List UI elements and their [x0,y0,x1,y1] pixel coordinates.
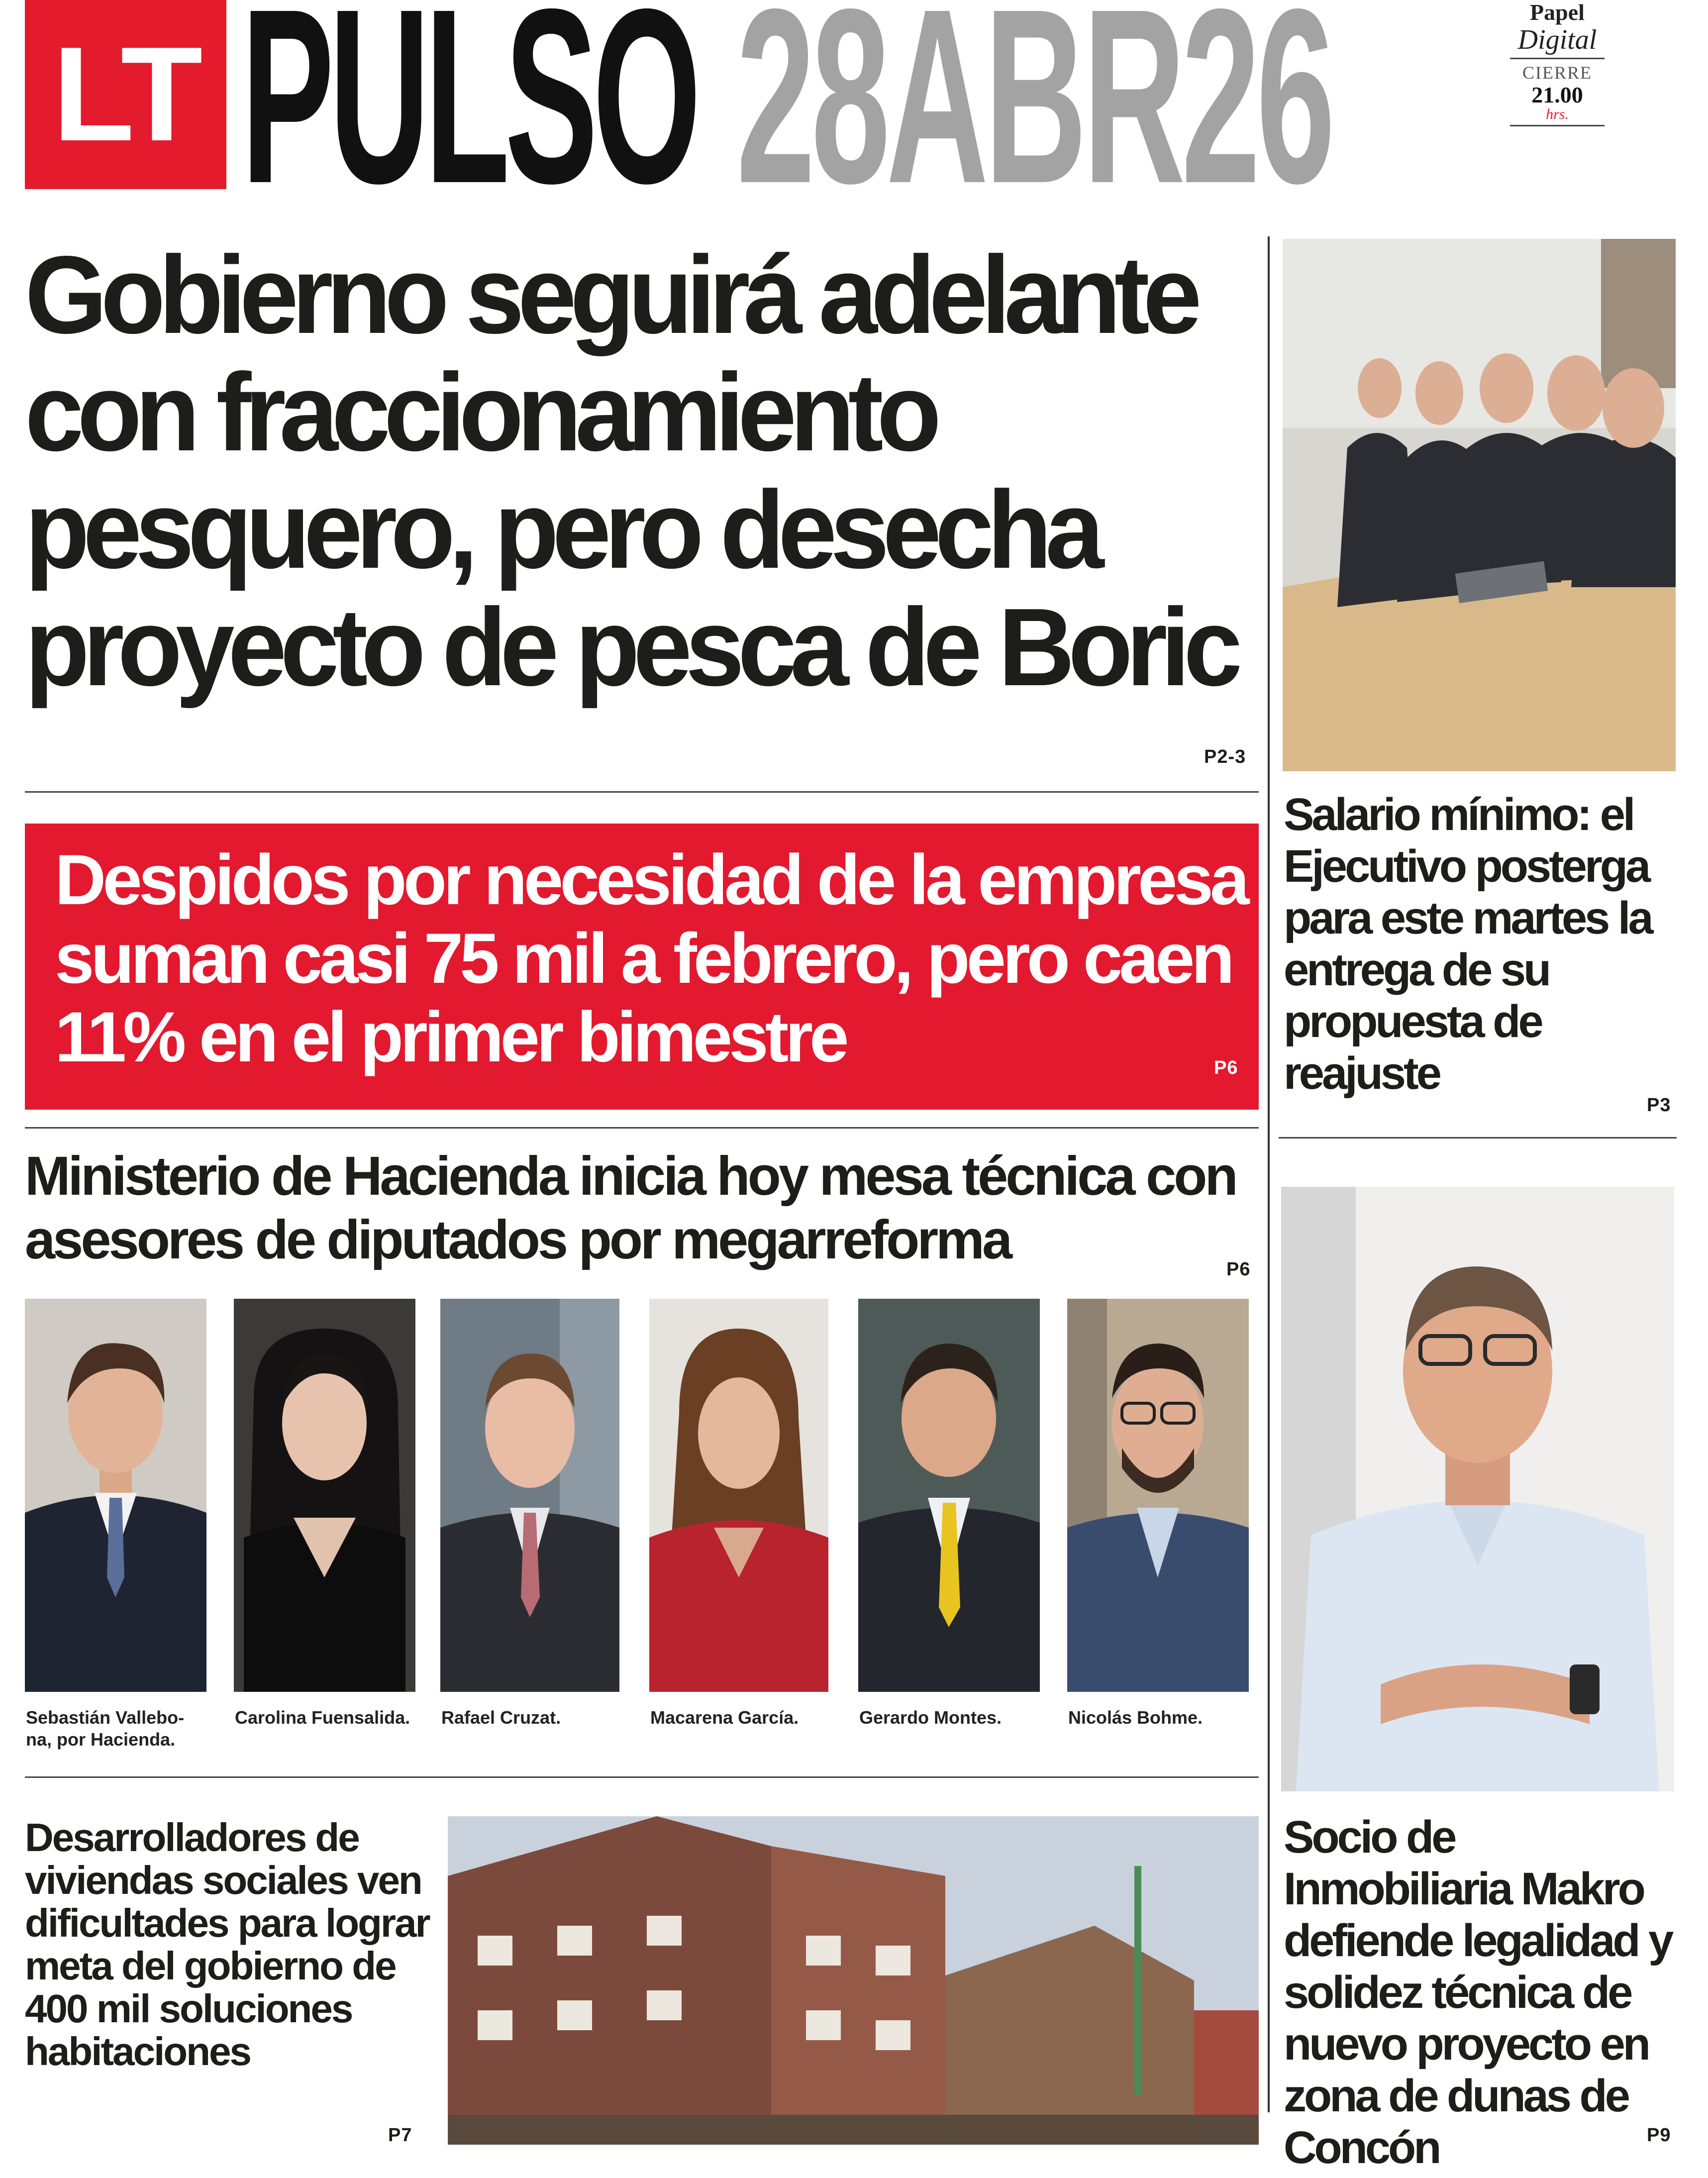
divider-red [25,1127,1259,1129]
caption-fuensalida: Carolina Fuensalida. [235,1707,410,1728]
column-divider [1268,236,1270,2112]
portrait-montes-image [858,1299,1040,1692]
bottom-page-ref: P7 [388,2125,412,2146]
construction-photo-image [448,1816,1259,2145]
makro-partner-photo [1281,1187,1674,1791]
caption-garcia: Macarena García. [650,1707,799,1728]
hacienda-headline[interactable]: Ministerio de Hacienda inicia hoy mesa técnica con asesores de diputados por megarreforma [25,1145,1236,1270]
main-headline[interactable]: Gobierno seguirá adelante con fraccionamiento pesquero, pero desecha proyecto de pesca de Boric [25,233,1236,709]
divider-main [25,791,1259,793]
portrait-montes [858,1299,1040,1692]
portrait-vallebona [25,1299,206,1692]
red-page-ref: P6 [1214,1057,1238,1078]
construction-photo [448,1816,1259,2145]
meeting-photo-image [1283,239,1676,771]
portrait-fuensalida-image [234,1299,415,1692]
badge-time: 21.00 [1531,82,1583,107]
portrait-fuensalida [234,1299,415,1692]
divider-side [1279,1137,1677,1139]
portrait-cruzat [440,1299,619,1692]
caption-cruzat: Rafael Cruzat. [441,1707,561,1728]
section-title: PULSO [241,0,697,235]
badge-papel: Papel [1530,0,1585,25]
side-bottom-headline[interactable]: Socio de Inmobiliaria Makro defiende legalidad y solidez técnica de nuevo proyecto en zona de dunas de Concón [1284,1812,1672,2173]
divider-hacienda [25,1776,1259,1778]
portrait-vallebona-image [25,1299,206,1692]
badge-rule [1510,58,1605,59]
portrait-bohme-image [1067,1299,1249,1692]
meeting-photo [1283,239,1676,771]
makro-partner-photo-image [1281,1187,1674,1791]
badge-rule-bottom [1510,125,1605,126]
logo-text: LT [52,19,199,169]
badge-cierre: CIERRE [1522,63,1592,83]
bottom-headline[interactable]: Desarrolladores de viviendas sociales ven dificultades para lograr meta del gobierno de 400 mil soluciones habitaciones [25,1815,429,2074]
logo [25,0,226,189]
caption-bohme: Nicolás Bohme. [1068,1707,1203,1728]
badge-digital: Digital [1517,24,1597,55]
hacienda-page-ref: P6 [1226,1259,1251,1280]
portrait-cruzat-image [440,1299,619,1692]
badge-hrs: hrs. [1546,106,1569,122]
edition-badge [1510,0,1605,124]
red-headline[interactable]: Despidos por necesidad de la empresa suman casi 75 mil a febrero, pero caen 11% en el primer bimestre [55,840,1246,1077]
edition-date: 28ABR26 [736,0,1331,235]
side-top-headline[interactable]: Salario mínimo: el Ejecutivo posterga para este martes la entrega de su propuesta de reajuste [1284,789,1651,1099]
portrait-bohme [1067,1299,1249,1692]
caption-montes: Gerardo Montes. [859,1707,1002,1728]
caption-vallebona: Sebastián Vallebo- na, por Hacienda. [26,1707,185,1750]
side-top-page-ref: P3 [1647,1095,1671,1116]
main-page-ref: P2-3 [1204,746,1246,767]
portrait-garcia-image [649,1299,828,1692]
portrait-garcia [649,1299,828,1692]
side-bottom-page-ref: P9 [1647,2125,1671,2146]
